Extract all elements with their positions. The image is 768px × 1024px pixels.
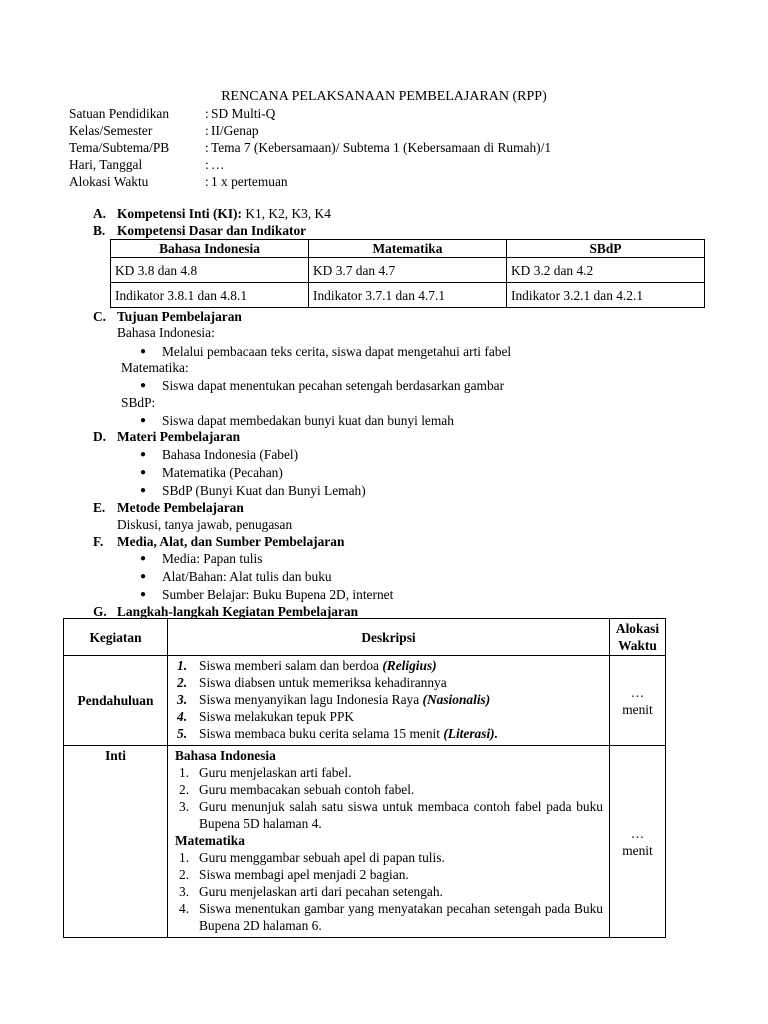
list-item — [140, 482, 366, 499]
list-item-text: Siswa dapat menentukan pecahan setengah berdasarkan gambar — [162, 378, 505, 393]
list-item — [175, 781, 603, 798]
list-item-text: Alat/Bahan: Alat tulis dan buku — [162, 569, 332, 584]
table-header-row — [64, 619, 666, 656]
list-item — [175, 798, 603, 832]
list-item — [140, 446, 299, 463]
meta-row — [69, 173, 551, 190]
character-tag: (Nasionalis) — [422, 692, 491, 707]
list-item — [175, 657, 603, 674]
list-item-text: Matematika (Pecahan) — [162, 465, 283, 480]
subject-heading: Bahasa Indonesia — [175, 748, 276, 763]
section-title: Media, Alat, dan Sumber Pembelajaran — [117, 534, 345, 549]
list-item — [175, 849, 603, 866]
list-item — [140, 568, 332, 585]
list-number: 3. — [179, 799, 190, 814]
meta-row — [69, 105, 551, 122]
activity-table — [63, 618, 666, 938]
character-tag: (Literasi). — [443, 726, 498, 741]
meta-row — [69, 122, 551, 139]
section-a-heading — [93, 205, 331, 222]
list-number: 1. — [179, 765, 190, 780]
list-item-text: Guru menjelaskan arti fabel. — [199, 765, 352, 780]
activity-label: Inti — [64, 746, 168, 938]
section-title: Kompetensi Dasar dan Indikator — [117, 223, 307, 238]
meta-value: … — [211, 157, 225, 172]
meta-label: Hari, Tanggal — [69, 157, 143, 172]
table-row — [64, 656, 666, 746]
list-item — [140, 343, 512, 360]
list-number: 3. — [179, 884, 190, 899]
time-unit: menit — [622, 842, 653, 858]
table-cell: KD 3.8 dan 4.8 — [111, 258, 309, 283]
bullet-icon: ● — [140, 346, 147, 357]
bullet-icon: ● — [140, 553, 147, 564]
section-f-heading — [93, 533, 344, 550]
section-b-heading — [93, 222, 306, 239]
meta-value: 1 x pertemuan — [211, 174, 288, 189]
list-item-text: Siswa membagi apel menjadi 2 bagian. — [199, 867, 409, 882]
activity-label: Pendahuluan — [64, 656, 168, 746]
list-item-text: Siswa diabsen untuk memeriksa kehadirannya — [199, 675, 447, 690]
section-letter: A. — [93, 206, 107, 221]
list-item-text: Guru menjelaskan arti dari pecahan setengah. — [199, 884, 443, 899]
table-header-row — [111, 240, 705, 258]
time-dots: … — [630, 825, 645, 841]
section-letter: G. — [93, 604, 107, 619]
meta-colon: : — [205, 174, 209, 189]
list-item-text: Bahasa Indonesia (Fabel) — [162, 447, 299, 462]
list-number: 4. — [177, 709, 188, 724]
table-cell: KD 3.2 dan 4.2 — [507, 258, 705, 283]
section-title: Tujuan Pembelajaran — [117, 309, 242, 324]
document-title: RENCANA PELAKSANAAN PEMBELAJARAN (RPP) — [221, 89, 547, 104]
list-item — [140, 412, 454, 429]
bullet-icon: ● — [140, 415, 147, 426]
list-item-text: Siswa menyanyikan lagu Indonesia Raya — [199, 692, 423, 707]
meta-colon: : — [205, 140, 209, 155]
column-header: SBdP — [507, 240, 705, 258]
bullet-icon: ● — [140, 449, 147, 460]
list-item — [140, 377, 505, 394]
column-header: Kegiatan — [64, 619, 168, 656]
meta-value: SD Multi-Q — [211, 106, 276, 121]
section-letter: F. — [93, 534, 104, 549]
time-allocation — [610, 746, 666, 938]
meta-row — [69, 139, 551, 156]
bullet-icon: ● — [140, 485, 147, 496]
list-item-text: Guru menunjuk salah satu siswa untuk membaca contoh fabel pada buku Bupena 5D halaman 4. — [199, 799, 603, 831]
character-tag: (Religius) — [382, 658, 437, 673]
column-header: Matematika — [309, 240, 507, 258]
identity-block — [69, 105, 551, 190]
meta-label: Tema/Subtema/PB — [69, 140, 170, 155]
meta-colon: : — [205, 157, 209, 172]
list-number: 2. — [179, 782, 190, 797]
tujuan-bi-label: Bahasa Indonesia: — [117, 325, 215, 340]
section-e-heading — [93, 499, 244, 516]
list-number: 1. — [177, 658, 188, 673]
list-item-text: Siswa dapat membedakan bunyi kuat dan bunyi lemah — [162, 413, 454, 428]
list-item — [175, 674, 603, 691]
list-item-text: Guru menggambar sebuah apel di papan tulis. — [199, 850, 445, 865]
competency-table — [110, 239, 705, 308]
meta-value: Tema 7 (Kebersamaan)/ Subtema 1 (Kebersamaan di Rumah)/1 — [211, 140, 552, 155]
meta-value: II/Genap — [211, 123, 259, 138]
section-letter: E. — [93, 500, 106, 515]
bullet-icon: ● — [140, 380, 147, 391]
table-cell: Indikator 3.2.1 dan 4.2.1 — [507, 283, 705, 308]
section-title: Langkah-langkah Kegiatan Pembelajaran — [117, 604, 359, 619]
table-cell: Indikator 3.7.1 dan 4.7.1 — [309, 283, 507, 308]
column-header: Deskripsi — [168, 619, 610, 656]
section-letter: B. — [93, 223, 106, 238]
tujuan-mat-label: Matematika: — [121, 360, 189, 375]
list-item-text: Siswa menentukan gambar yang menyatakan pecahan setengah pada Buku Bupena 2D halaman 6. — [199, 901, 603, 933]
table-cell: KD 3.7 dan 4.7 — [309, 258, 507, 283]
section-title: Metode Pembelajaran — [117, 500, 244, 515]
list-item-text: Siswa melakukan tepuk PPK — [199, 709, 355, 724]
list-item-text: Sumber Belajar: Buku Bupena 2D, internet — [162, 587, 394, 602]
list-item — [175, 866, 603, 883]
list-number: 4. — [179, 901, 190, 916]
section-d-heading — [93, 428, 240, 445]
table-row — [111, 258, 705, 283]
list-item — [175, 764, 603, 781]
list-item — [175, 725, 603, 742]
section-value: K1, K2, K3, K4 — [245, 206, 331, 221]
list-item-text: SBdP (Bunyi Kuat dan Bunyi Lemah) — [162, 483, 366, 498]
list-number: 2. — [177, 675, 188, 690]
section-c-heading — [93, 308, 242, 325]
list-number: 5. — [177, 726, 188, 741]
list-item-text: Media: Papan tulis — [162, 551, 263, 566]
table-row — [111, 283, 705, 308]
meta-label: Kelas/Semester — [69, 123, 153, 138]
list-number: 3. — [177, 692, 188, 707]
bullet-icon: ● — [140, 589, 147, 600]
tujuan-sbdp-label: SBdP: — [121, 395, 156, 410]
column-header: Alokasi Waktu — [610, 619, 666, 656]
list-item-text: Siswa memberi salam dan berdoa — [199, 658, 383, 673]
list-item-text: Siswa membaca buku cerita selama 15 menit — [199, 726, 444, 741]
table-cell: Indikator 3.8.1 dan 4.8.1 — [111, 283, 309, 308]
metode-text: Diskusi, tanya jawab, penugasan — [117, 517, 293, 532]
section-title: Materi Pembelajaran — [117, 429, 241, 444]
meta-colon: : — [205, 106, 209, 121]
time-allocation — [610, 656, 666, 746]
meta-label: Alokasi Waktu — [69, 174, 149, 189]
subject-heading: Matematika — [175, 833, 245, 848]
activity-description — [168, 746, 610, 938]
list-item — [140, 550, 263, 567]
list-number: 2. — [179, 867, 190, 882]
activity-description — [168, 656, 610, 746]
list-item — [175, 708, 603, 725]
list-item — [140, 586, 394, 603]
meta-label: Satuan Pendidikan — [69, 106, 170, 121]
bullet-icon: ● — [140, 571, 147, 582]
bullet-icon: ● — [140, 467, 147, 478]
section-letter: D. — [93, 429, 107, 444]
meta-row — [69, 156, 551, 173]
list-item — [175, 883, 603, 900]
meta-colon: : — [205, 123, 209, 138]
time-dots: … — [630, 684, 645, 700]
list-item — [175, 691, 603, 708]
column-header: Bahasa Indonesia — [111, 240, 309, 258]
list-item — [175, 900, 603, 934]
table-row — [64, 746, 666, 938]
list-item-text: Guru membacakan sebuah contoh fabel. — [199, 782, 415, 797]
section-title: Kompetensi Inti (KI): — [117, 206, 242, 221]
list-item-text: Melalui pembacaan teks cerita, siswa dapat mengetahui arti fabel — [162, 344, 512, 359]
section-letter: C. — [93, 309, 107, 324]
time-unit: menit — [622, 701, 653, 717]
list-item — [140, 464, 283, 481]
list-number: 1. — [179, 850, 190, 865]
